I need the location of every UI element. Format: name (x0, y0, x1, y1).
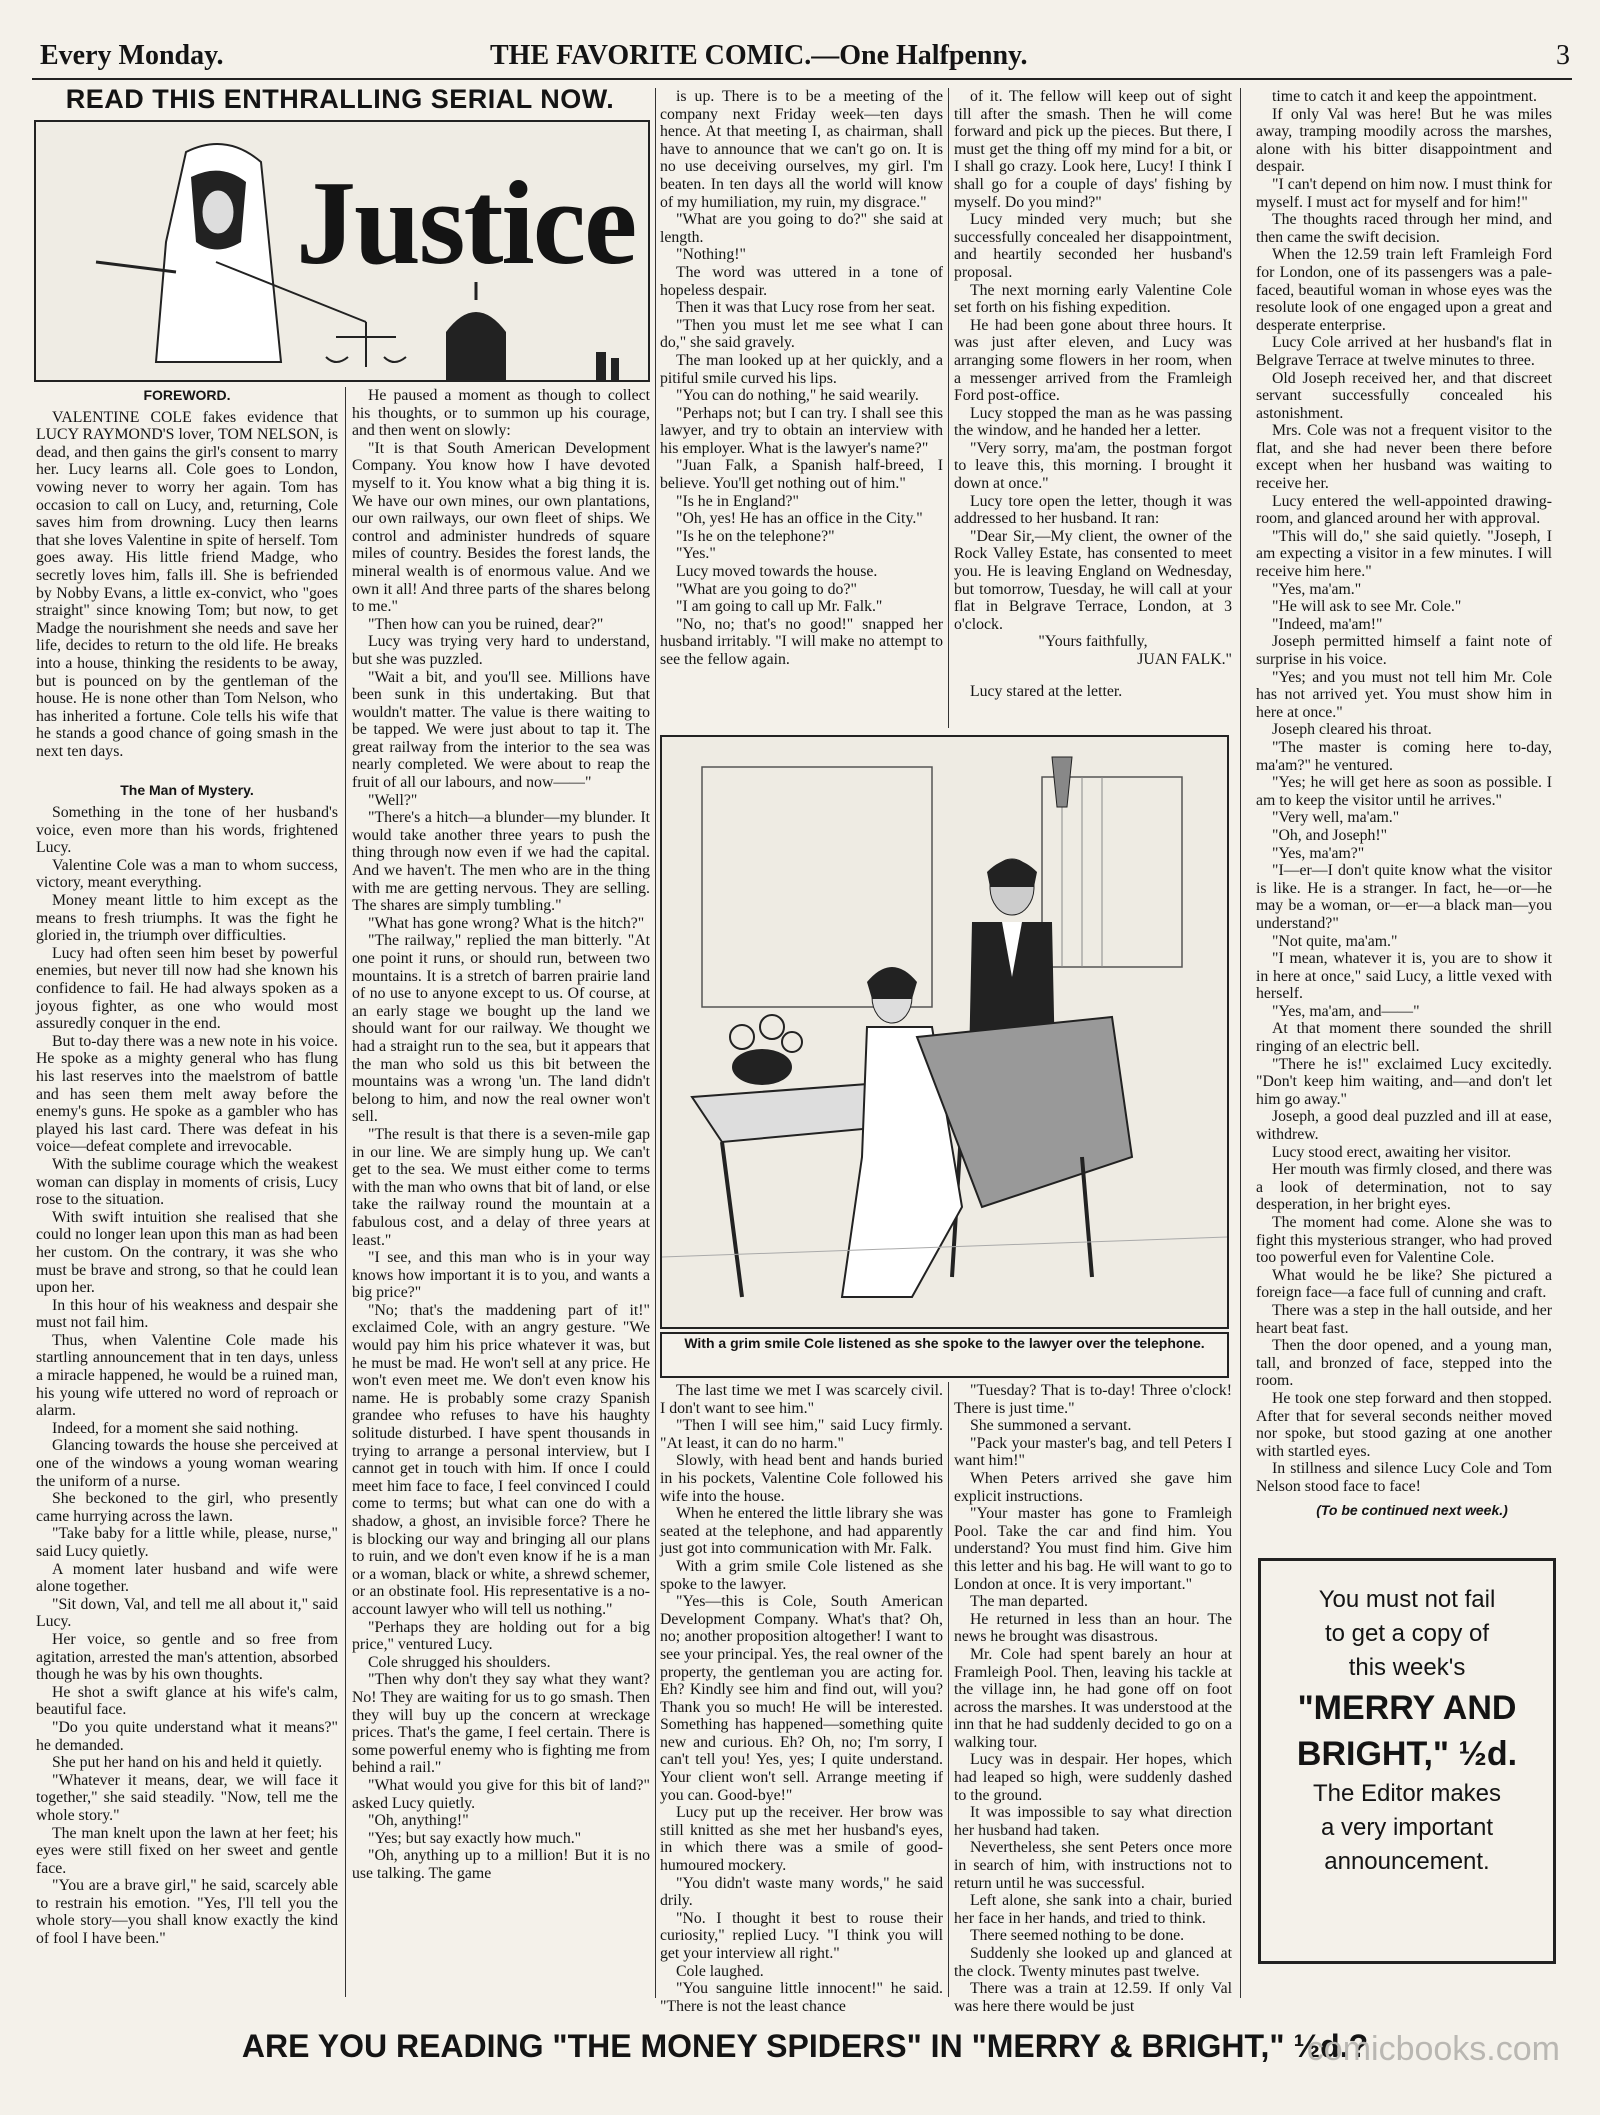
column-divider (655, 88, 656, 1998)
paragraph: Joseph, a good deal puzzled and ill at ease, withdrew. (1256, 1108, 1552, 1144)
paragraph: "Juan Falk, a Spanish half-breed, I believe. You'll get nothing out of him." (660, 457, 943, 493)
paragraph: "Yes." (676, 545, 716, 563)
column-3-top (660, 88, 943, 728)
paragraph: "Oh, and Joseph!" (1272, 826, 1388, 844)
paragraph: Then it was that Lucy rose from her seat. (676, 299, 936, 317)
paragraph: "You can do nothing," he said wearily. (676, 387, 919, 405)
paragraph: of it. The fellow will keep out of sight till after the smash. Then he will come forward and pick up the pieces. But there, I must get the thing off my mind for a bit, or I shall go crazy. Look here, Lucy! I think I shall go for a couple of days' fishing by myself. Do you mind?" (954, 88, 1232, 211)
paragraph: There was a train at 12.59. If only Val was here there would be just (954, 1980, 1232, 2015)
paragraph: "Is he in England?" (676, 492, 800, 510)
paragraph: At that moment there sounded the shrill ringing of an electric bell. (1256, 1020, 1552, 1056)
paragraph: "Is he on the telephone?" (676, 527, 835, 545)
paragraph: "There he is!" exclaimed Lucy excitedly. "Don't keep him waiting, and—and don't let him go away." (1256, 1055, 1552, 1108)
paragraph: There was a step in the hall outside, and her heart beat fast. (1256, 1301, 1552, 1337)
paragraph: "Oh, anything!" (368, 1812, 469, 1830)
paragraph: Her voice, so gentle and so free from agitation, arrested the man's attention, absorbed though he was by his own thoughts. (36, 1630, 338, 1684)
paragraph: Glancing towards the house she perceived at one of the windows a young woman wearing the uniform of a nurse. (36, 1437, 338, 1490)
paragraph: is up. There is to be a meeting of the company next Friday week—ten days hence. At that meeting I, as chairman, shall have to announce that we can't go on. It is no use deceiving ourselves, my girl. I'm beaten. In ten days all the world will know of my humiliation, my ruin, my disgrace." (660, 88, 943, 211)
foreword-text: VALENTINE COLE fakes evidence that LUCY RAYMOND'S lover, TOM NELSON, is dead, and then gains the girl's consent to marry her. Lucy learns all. Cole goes to London, vowing never to worry her again. Tom has occasion to call on Lucy, and, returning, Cole saves him from drowning. Lucy then learns that she loves Valentine in spite of herself. Tom goes away. His little friend Madge, who secretly loves him, falls ill. She is befriended by Nobby Evans, a little ex-convict, who "goes straight" since knowing Tom; but now, to get Madge the nourishment she needs and save her life, decides to return to the old life. He breaks into a house, thinking the residents to be away, but is pounced on by the gentleman of the house. He is none other than Tom Nelson, who has inherited a fortune. Cole tells his wife that he stands a good chance of going smash in the next ten days. (36, 408, 338, 760)
paragraph: Cole laughed. (676, 1962, 764, 1980)
paragraph: In this hour of his weakness and despair she must not fail him. (36, 1296, 338, 1332)
title-illustration (34, 120, 650, 382)
column-3-bottom (660, 1382, 943, 2015)
paragraph: "Then you must let me see what I can do," she said gravely. (660, 316, 943, 352)
ad-title: "MERRY AND (1297, 1689, 1517, 1727)
paragraph: Mr. Cole had spent barely an hour at Framleigh Pool. Then, leaving his tackle at the village inn, he had gone off on foot across the marshes. It was understood at the inn that he had suddenly decided to go on a walking tour. (954, 1645, 1232, 1751)
paragraph: Lucy stopped the man as he was passing the window, and he handed her a letter. (954, 404, 1232, 440)
paragraph: He had been gone about three hours. It was just after eleven, and Lucy was arranging some flowers in her room, when a messenger arrived from the Framleigh Ford post-office. (954, 316, 1232, 405)
column-4-top (954, 88, 1232, 728)
paragraph: Lucy was in despair. Her hopes, which had leaped so high, were suddenly dashed to the ground. (954, 1751, 1232, 1804)
column-2 (352, 387, 650, 1997)
paragraph: The word was uttered in a tone of hopeless despair. (660, 263, 943, 299)
paragraph: "No. I thought it best to rouse their curiosity," replied Lucy. "I think you will get your interview all right." (660, 1909, 943, 1962)
paragraph: "Tuesday? That is to-day! Three o'clock! There is just time." (954, 1382, 1232, 1417)
paragraph: But to-day there was a new note in his voice. He spoke as a mighty general who has flung his last reserves into the maelstrom of battle and has seen them melt away before the enemy's guns. He spoke as a gambler who has played his last card. There was defeat in his voice—defeat complete and irrevocable. (36, 1032, 338, 1156)
drawing-room-scene (662, 737, 1227, 1327)
masthead-title: THE FAVORITE COMIC.—One Halfpenny. (490, 40, 1028, 71)
paragraph: Lucy entered the well-appointed drawing-room, and glanced around her with approval. (1256, 492, 1552, 528)
masthead-day: Every Monday. (40, 40, 224, 71)
paragraph: The man departed. (970, 1593, 1088, 1611)
column-4-bottom (954, 1382, 1232, 2015)
paragraph: "You didn't waste many words," he said drily. (660, 1874, 943, 1910)
letter-closing: "Yours faithfully, (1038, 633, 1148, 651)
paragraph: "Well?" (368, 791, 418, 809)
paragraph: "Your master has gone to Framleigh Pool. Take the car and find him. You understand? You must find him. Give him this letter and his bag. He will want to go to London at once. It is very important." (954, 1505, 1232, 1593)
paragraph: He shot a swift glance at his wife's calm, beautiful face. (36, 1683, 338, 1719)
paragraph: "Perhaps not; but I can try. I shall see this lawyer, and try to obtain an interview with his employer. What is the lawyer's name?" (660, 404, 943, 457)
paragraph: The next morning early Valentine Cole set forth on his fishing expedition. (954, 281, 1232, 317)
paragraph: "Not quite, ma'am." (1272, 932, 1398, 950)
paragraph: "I am going to call up Mr. Falk." (676, 598, 883, 616)
paragraph: "Then I will see him," said Lucy firmly. "At least, it can do no harm." (660, 1417, 943, 1452)
paragraph: Mrs. Cole was not a frequent visitor to the flat, and she had never been there before except when her husband was waiting to receive her. (1256, 422, 1552, 493)
paragraph: When he entered the little library she was seated at the telephone, and had apparently just got into communication with Mr. Falk. (660, 1505, 943, 1558)
paragraph: Joseph permitted himself a faint note of surprise in his voice. (1256, 633, 1552, 668)
column-divider (948, 88, 949, 728)
serial-heading: READ THIS ENTHRALLING SERIAL NOW. (65, 84, 615, 114)
paragraph: Lucy tore open the letter, though it was addressed to her husband. It ran: (954, 492, 1232, 528)
ad-line: this week's (1348, 1654, 1466, 1681)
paragraph: "Perhaps they are holding out for a big price," ventured Lucy. (352, 1618, 650, 1654)
paragraph: "You are a brave girl," he said, scarcely able to restrain his emotion. "Yes, I'll tell you the whole story—you shall know exactly the kind of fool I have been." (36, 1877, 338, 1948)
footer-banner: ARE YOU READING "THE MONEY SPIDERS" IN "MERRY & BRIGHT," ½d.? (241, 2028, 1369, 2064)
paragraph: "What would you give for this bit of land?" asked Lucy quietly. (352, 1776, 650, 1812)
paragraph: She summoned a servant. (970, 1417, 1132, 1435)
column-5 (1256, 88, 1552, 1543)
illustration-caption: With a grim smile Cole listened as she spoke to the lawyer over the telephone. (660, 1332, 1229, 1378)
paragraph: Thus, when Valentine Cole made his startling announcement that in ten days, unless a miracle happened, he would be a ruined man, his young wife uttered no word of reproach or alarm. (36, 1331, 338, 1420)
paragraph: "Yes; and you must not tell him Mr. Cole has not arrived yet. You must show him in here at once." (1256, 668, 1552, 721)
paragraph: Left alone, she sank into a chair, buried her face in her hands, and tried to think. (954, 1892, 1232, 1927)
paragraph: "What are you going to do?" (676, 580, 857, 598)
ad-line: a very important (1320, 1814, 1494, 1841)
paragraph: Nevertheless, she sent Peters once more in search of him, with instructions not to return until he was successful. (954, 1839, 1232, 1892)
masthead-rule (32, 78, 1572, 80)
paragraph: She put her hand on his and held it quietly. (52, 1754, 323, 1772)
paragraph: "Then how can you be ruined, dear?" (368, 615, 604, 633)
paragraph: "No, no; that's no good!" snapped her husband irritably. "I will make no attempt to see the fellow again. (660, 615, 943, 668)
paragraph: "It is that South American Development Company. You know how I have devoted myself to it. You know what a big thing it is. We have our own mines, our own plantations, our own railways, our own fleet of ships. We control and administer hundreds of square miles of country. Besides the forest lands, the mineral wealth is of enormous value. And we own it all! And three parts of the shares belong to me." (352, 439, 650, 616)
paragraph: There seemed nothing to be done. (970, 1927, 1185, 1945)
paragraph: "There's a hitch—a blunder—my blunder. It would take another three years to push the thing through now even if we had the capital. And we haven't. The men who are in the thing with me are getting nervous. They are selling. The shares are simply tumbling." (352, 809, 650, 915)
paragraph: "Pack your master's bag, and tell Peters I want him!" (954, 1434, 1232, 1470)
story-illustration (660, 735, 1229, 1329)
paragraph: Money meant little to him except as the means to fresh triumphs. It was the fight he gloried in, the triumph over difficulties. (36, 892, 338, 945)
column-divider (1240, 88, 1241, 1998)
paragraph: He took one step forward and then stopped. After that for several seconds neither moved nor spoke, but stood gazing at one another with startled eyes. (1256, 1389, 1552, 1460)
to-be-continued: (To be continued next week.) (1316, 1501, 1508, 1518)
paragraph: Joseph cleared his throat. (1272, 721, 1432, 739)
paragraph: With the sublime courage which the weakest woman can display in moments of crisis, Lucy rose to the situation. (36, 1155, 338, 1209)
paragraph: It was impossible to say what direction her husband had taken. (954, 1804, 1232, 1839)
paragraph: What would he be like? She pictured a foreign face—a face full of cunning and craft. (1256, 1266, 1552, 1302)
paragraph: "Yes; but say exactly how much." (368, 1829, 582, 1847)
paragraph: Then the door opened, and a young man, tall, and bronzed of face, stepped into the room. (1256, 1337, 1552, 1390)
paragraph: "The railway," replied the man bitterly. "At one point it runs, or should run, between two mountains. It is a stretch of barren prairie land of no use to anyone except to us. Of course, at an early stage we bought up the land we should want for our railway. We thought we had a straight run to the sea, but it appears that the man who sold us this bit between the mountains was a wrong 'un. The land didn't belong to him, and now the real owner won't sell. (352, 932, 650, 1126)
paragraph: Suddenly she looked up and glanced at the clock. Twenty minutes past twelve. (954, 1945, 1232, 1980)
paragraph: "What has gone wrong? What is the hitch?" (368, 914, 645, 932)
paragraph: Cole shrugged his shoulders. (368, 1653, 551, 1671)
paragraph: "Yes, ma'am?" (1272, 844, 1365, 862)
paragraph: "Dear Sir,—My client, the owner of the Rock Valley Estate, has consented to meet you. He is leaving England on Wednesday, but tomorrow, Tuesday, he will call at your flat in Belgrave Terrace, London, at 3 o'clock. (954, 527, 1232, 633)
paragraph: With swift intuition she realised that she could no longer lean upon this man as had been her custom. On the contrary, it was she who must be brave and strong, so that he could lean upon her. (36, 1208, 338, 1297)
paragraph: Lucy put up the receiver. Her brow was still knitted as she met her husband's eyes, in which there was a smile of good-humoured mockery. (660, 1804, 943, 1875)
paragraph: He paused a moment as though to collect his thoughts, or to summon up his courage, and then went on slowly: (352, 387, 650, 440)
paragraph: "No; that's the maddening part of it!" exclaimed Cole, with an angry gesture. "We would pay him his price whatever it was, but he must be mad. He won't sell at any price. He won't even meet me. We don't even know his name. He is probably some crazy Spanish grandee who refuses to have his haughty solitude disturbed. I have spent thousands in trying to arrange a personal interview, but I cannot get in touch with him. If once I could meet him face to face, I feel convinced I could come to terms; but what can one do with a shadow, a ghost, an invisible force? There he is blocking our way and bringing all our plans to ruin, and we don't even know if he is a man or a woman, black or white, a shrewd schemer, or an obstinate fool. His representative is a no-account lawyer who will tell us nothing." (352, 1301, 650, 1618)
paragraph: Something in the tone of her husband's voice, even more than his words, frightened Lucy. (36, 804, 338, 857)
paragraph: "I—er—I don't quite know what the visitor is like. He is a stranger. In fact, he—or—he may be a woman, or—er—a black man—you understand?" (1256, 862, 1552, 932)
paragraph: "Wait a bit, and you'll see. Millions have been sunk in this undertaking. But that wouldn't matter. The value is there waiting to be tapped. We were just about to tap it. The great railway from the interior to the sea was nearly completed. We were about to reap the fruit of all our labours, and now——" (352, 668, 650, 792)
paragraph: "The master is coming here to-day, ma'am?" he ventured. (1256, 738, 1552, 774)
paragraph: The moment had come. Alone she was to fight this mysterious stranger, who had proved too powerful even for Valentine Cole. (1256, 1214, 1552, 1267)
paragraph: Lucy stood erect, awaiting her visitor. (1272, 1143, 1512, 1161)
paragraph: "I see, and this man who is in your way knows how important it is to you, and wants a big price?" (352, 1249, 650, 1302)
column-1 (36, 387, 338, 1997)
paragraph: Lucy Cole arrived at her husband's flat in Belgrave Terrace at twelve minutes to three. (1256, 334, 1552, 369)
paragraph: "Yes, ma'am." (1272, 580, 1362, 598)
watermark: comicbooks.com (1306, 2030, 1560, 2068)
paragraph: "Yes, ma'am, and——" (1272, 1002, 1420, 1020)
paragraph: "I can't depend on him now. I must think for myself. I must act for myself and for him!" (1256, 175, 1552, 211)
masthead (40, 40, 1570, 74)
paragraph: "Oh, anything up to a million! But it is no use talking. The game (352, 1847, 650, 1882)
paragraph: In stillness and silence Lucy Cole and Tom Nelson stood face to face! (1256, 1460, 1552, 1495)
ad-line: The Editor makes (1312, 1780, 1502, 1807)
paragraph: "Do you quite understand what it means?" he demanded. (36, 1718, 338, 1754)
paragraph: The thoughts raced through her mind, and then came the swift decision. (1256, 211, 1552, 246)
paragraph: "Then why don't they say what they want? No! They are waiting for us to go smash. Then they will buy up the concern at wreckage prices. That's the game, I feel certain. There is some powerful enemy who is fighting me from behind a rail." (352, 1671, 650, 1777)
paragraph: "Very sorry, ma'am, the postman forgot to leave this, this morning. I brought it down at once." (954, 439, 1232, 493)
paragraph: "Sit down, Val, and tell me all about it," said Lucy. (36, 1595, 338, 1631)
paragraph: Lucy minded very much; but she successfully concealed her disappointment, and heartily seconded her husband's proposal. (954, 211, 1232, 281)
paragraph: Lucy moved towards the house. (676, 563, 878, 581)
paragraph: Her mouth was firmly closed, and there was a look of determination, not to say desperation, in her bright eyes. (1256, 1161, 1552, 1214)
paragraph: "Nothing!" (676, 246, 746, 264)
paragraph: The man looked up at her quickly, and a pitiful smile curved his lips. (660, 351, 943, 387)
paragraph: With a grim smile Cole listened as she spoke to the lawyer. (660, 1557, 943, 1593)
ad-title: BRIGHT," ½d. (1296, 1735, 1518, 1773)
paragraph: "The result is that there is a seven-mile gap in our line. We are simply hung up. We can't get to the sea. We must either come to terms with the man who owns that bit of land, or else take the railway round the mountain at a fabulous cost, and a delay of three years at least." (352, 1125, 650, 1249)
paragraph: Lucy was trying very hard to understand, but she was puzzled. (352, 633, 650, 668)
paragraph: The last time we met I was scarcely civil. I don't want to see him." (660, 1382, 943, 1417)
paragraph: She beckoned to the girl, who presently came hurrying across the lawn. (36, 1490, 338, 1525)
paragraph: time to catch it and keep the appointment. (1272, 88, 1537, 105)
ad-line: announcement. (1324, 1848, 1490, 1875)
paragraph: Lucy stared at the letter. (970, 682, 1123, 700)
section-heading: The Man of Mystery. (120, 782, 254, 799)
paragraph: Old Joseph received her, and that discreet servant successfully concealed his astonishment. (1256, 369, 1552, 422)
paragraph: Lucy had often seen him beset by powerful enemies, but never till now had she known his confidence to fail. He had always spoken as a joyous fighter, as one who would most assuredly conquer in the end. (36, 944, 338, 1033)
serial-title: Justice (296, 156, 636, 289)
paragraph: "Whatever it means, dear, we will face it together," she said steadily. "Now, tell me the whole story." (36, 1771, 338, 1824)
paragraph: "Oh, yes! He has an office in the City." (676, 510, 923, 528)
paragraph: Indeed, for a moment she said nothing. (52, 1419, 299, 1437)
ad-line: to get a copy of (1324, 1620, 1490, 1647)
paragraph: If only Val was here! But he was miles away, tramping moodily across the marshes, alone with his bitter disappointment and despair. (1256, 105, 1552, 176)
letter-signature: JUAN FALK." (1137, 651, 1232, 668)
page-number: 3 (1556, 40, 1570, 71)
paragraph: "He will ask to see Mr. Cole." (1272, 598, 1462, 616)
paragraph: "What are you going to do?" she said at length. (660, 211, 943, 246)
paragraph: The man knelt upon the lawn at her feet; his eyes were still fixed on her sweet and gentle face. (36, 1824, 338, 1877)
ad-line: You must not fail (1318, 1586, 1496, 1613)
paragraph: "You sanguine little innocent!" he said. "There is not the least chance (660, 1980, 943, 2015)
paragraph: "Take baby for a little while, please, nurse," said Lucy quietly. (36, 1525, 338, 1560)
paragraph: When Peters arrived she gave him explicit instructions. (954, 1469, 1232, 1505)
merry-and-bright-advert (1258, 1558, 1556, 1964)
paragraph: Valentine Cole was a man to whom success, victory, meant everything. (36, 856, 338, 892)
paragraph: "Indeed, ma'am!" (1272, 615, 1383, 633)
paragraph: He returned in less than an hour. The news he brought was disastrous. (954, 1610, 1232, 1646)
paragraph: "Very well, ma'am." (1272, 809, 1400, 827)
paragraph: "This will do," she said quietly. "Joseph, I am expecting a visitor in a few minutes. I will receive him here." (1256, 527, 1552, 581)
paragraph: "Yes; he will get here as soon as possible. I am to keep the visitor until he arrives." (1256, 774, 1552, 809)
column-divider (345, 387, 346, 1997)
paragraph: "Yes—this is Cole, South American Development Company. What's that? Oh, no; another proposition altogether! I want to see your principal. Yes, the real owner of the property, the gentleman you are acting for. Eh? Kindly see him and find out, will you? Thank you so much! He will be interested. Something has happened—something quite new and curious. Eh? Oh, no; I'm sorry, I can't tell you! Yes, yes; I quite understand. Your client won't sell. Arrange meeting if you can. Good-bye!" (660, 1593, 943, 1804)
paragraph: When the 12.59 train left Framleigh Ford for London, one of its passengers was a pale-faced, beautiful woman in whose eyes was the resolute look of one engaged upon a great and desperate enterprise. (1256, 246, 1552, 334)
foreword-heading: FOREWORD. (143, 387, 231, 403)
column-divider (948, 1382, 949, 1997)
paragraph: Slowly, with head bent and hands buried in his pockets, Valentine Cole followed his wife into the house. (660, 1452, 943, 1505)
paragraph: "I mean, whatever it is, you are to show it in here at once," said Lucy, a little vexed with herself. (1256, 950, 1552, 1003)
paragraph: A moment later husband and wife were alone together. (36, 1560, 338, 1596)
